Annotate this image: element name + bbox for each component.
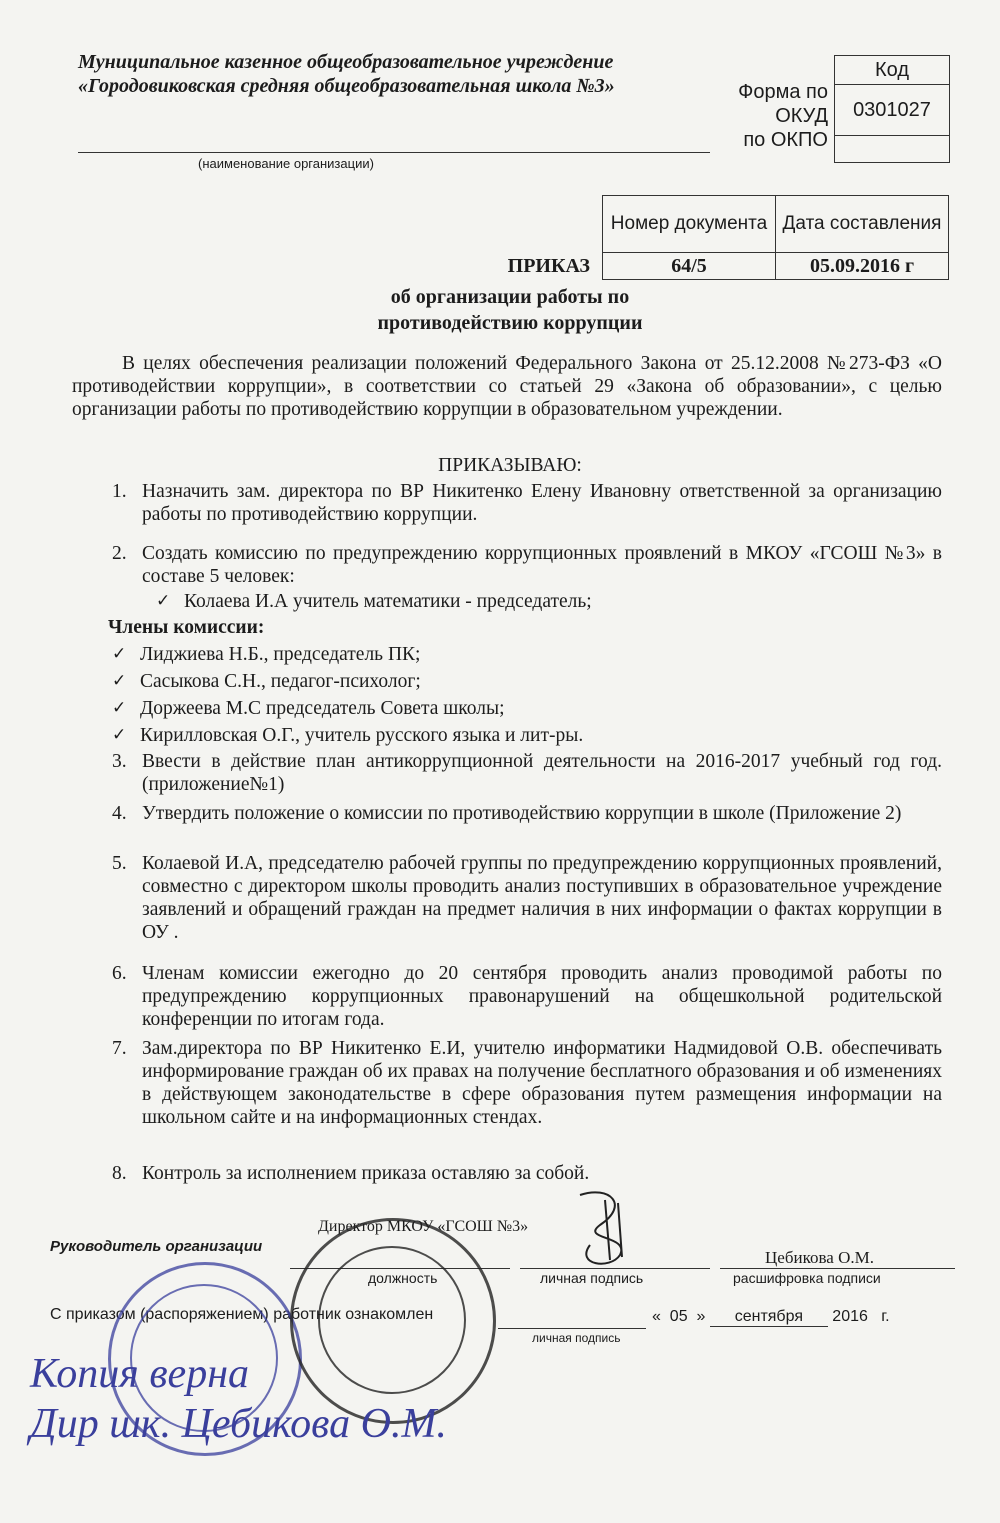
handwritten-sign-line: Дир шк. Цебикова О.М. (30, 1401, 447, 1447)
item-number: 6. (112, 963, 127, 984)
order-item-5 (112, 852, 942, 944)
item-text: Назначить зам. директора по ВР Никитенко Елену Ивановну ответственной за организацию работы по противодействию коррупции. (142, 481, 942, 525)
date-year: 2016 (832, 1308, 868, 1325)
okud-code: 0301027 (835, 85, 950, 136)
member-text: Доржеева М.С председатель Совета школы; (140, 698, 505, 719)
item-text: Ввести в действие план антикоррупционной деятельности на 2016-2017 учебный год год.(приложение№1) (142, 751, 942, 795)
order-item-3 (112, 750, 942, 796)
date-quote-close: » (696, 1308, 706, 1325)
item-text: Создать комиссию по предупреждению коррупционных проявлений в МКОУ «ГСОШ №3» в составе 5 человек: (142, 543, 942, 587)
order-item-6 (112, 962, 942, 1031)
item-number: 4. (112, 803, 127, 824)
order-word: ПРИКАЗЫВАЮ: (438, 455, 582, 476)
name-value: Цебикова О.М. (765, 1248, 874, 1267)
handwritten-copy-line: Копия верна (30, 1351, 250, 1397)
organization-line-2: «Городовиковская средняя общеобразовательная школа №3» (78, 75, 615, 97)
checkmark-icon: ✓ (112, 698, 127, 718)
checkmark-icon: ✓ (112, 725, 127, 745)
okud-label-1: Форма по (738, 81, 828, 103)
date-month: сентября (710, 1308, 828, 1327)
subtitle-line-1: об организации работы по (390, 286, 630, 308)
signature-scribble (560, 1185, 650, 1275)
position-value: Директор МКОУ «ГСОШ №3» (318, 1218, 529, 1235)
document-date: 05.09.2016 г (776, 253, 949, 280)
document-type: ПРИКАЗ (507, 255, 590, 277)
item-text: Утвердить положение о комиссии по противодействию коррупции в школе (Приложение 2) (142, 803, 902, 824)
code-table (834, 55, 950, 163)
acquainted-line (498, 1328, 646, 1329)
checkmark-icon: ✓ (156, 591, 171, 611)
date-header: Дата составления (776, 196, 949, 253)
order-item-8 (112, 1162, 942, 1185)
signature-caption: личная подпись (540, 1270, 644, 1286)
okud-label-2: ОКУД (775, 105, 828, 127)
member-row (112, 697, 505, 720)
item-text: Колаевой И.А, председателю рабочей группы по предупреждению коррупционных проявлений, совместно с директором школы проводить анализ поступивших в образовательное учреждение заявлений и обращений граждан на предмет наличия в них информации о фактах коррупции в ОУ . (142, 853, 942, 943)
item-number: 3. (112, 751, 127, 772)
organization-underline (78, 152, 710, 153)
subtitle-line-2: противодействию коррупции (377, 312, 643, 334)
document-subtitle (300, 284, 720, 336)
acquainted-date (652, 1308, 890, 1327)
chairman-row (156, 590, 592, 613)
item-number: 8. (112, 1163, 127, 1184)
date-day: 05 (669, 1308, 688, 1325)
item-text: Зам.директора по ВР Никитенко Е.И, учителю информатики Надмидовой О.В. обеспечивать информирование граждан об их правах на получение бесплатного образования и об изменениях в действующем законодательстве в сфере образования путем размещения информации на школьном сайте и на информационных стендах. (142, 1038, 942, 1128)
school-stamp-black-inner (318, 1246, 466, 1394)
order-item-1 (112, 480, 942, 526)
member-row (112, 643, 421, 666)
position-caption: должность (368, 1270, 438, 1286)
item-number: 7. (112, 1038, 127, 1059)
member-row (112, 724, 584, 747)
item-text: Контроль за исполнением приказа оставляю за собой. (142, 1163, 590, 1184)
organization-line-1: Муниципальное казенное общеобразовательное учреждение (78, 51, 614, 73)
head-label: Руководитель организации (50, 1238, 263, 1255)
member-text: Сасыкова С.Н., педагог-психолог; (140, 671, 421, 692)
item-text: Членам комиссии ежегодно до 20 сентября проводить анализ проводимой работы по предупреждению коррупционных правонарушений на общешкольной родительской конференции по итогам года. (142, 963, 942, 1030)
okpo-code (835, 136, 950, 163)
order-item-4 (112, 802, 942, 825)
item-number: 2. (112, 543, 127, 564)
number-header: Номер документа (603, 196, 776, 253)
member-row (112, 670, 421, 693)
item-number: 1. (112, 481, 127, 502)
date-suffix: г. (881, 1308, 890, 1325)
okpo-label: по ОКПО (743, 129, 828, 151)
checkmark-icon: ✓ (112, 671, 127, 691)
order-item-7 (112, 1037, 942, 1129)
form-labels (712, 80, 828, 152)
intro-paragraph: В целях обеспечения реализации положений Федерального Закона от 25.12.2008 №273-ФЗ «О противодействии коррупции», в соответствии со статьей 29 «Закона об образовании», с целью организации работы по противодействию коррупции в образовательном учреждении. (72, 353, 942, 420)
document-table (602, 195, 949, 280)
organization-caption: (наименование организации) (198, 156, 374, 171)
member-text: Кирилловская О.Г., учитель русского языка и лит-ры. (140, 725, 584, 746)
order-item-2 (112, 542, 942, 588)
checkmark-icon: ✓ (112, 644, 127, 664)
acquainted-label: С приказом (распоряжением) работник ознакомлен (50, 1306, 434, 1323)
date-quote-open: « (652, 1308, 661, 1325)
members-label: Члены комиссии: (108, 617, 265, 638)
name-line (720, 1268, 955, 1269)
document-number: 64/5 (603, 253, 776, 280)
organization-name (78, 50, 615, 98)
name-caption: расшифровка подписи (733, 1270, 881, 1286)
item-number: 5. (112, 853, 127, 874)
member-text: Лиджиева Н.Б., председатель ПК; (140, 644, 421, 665)
acquainted-caption: личная подпись (532, 1331, 621, 1345)
code-header: Код (835, 56, 950, 85)
chairman-text: Колаева И.А учитель математики - председатель; (184, 591, 592, 612)
